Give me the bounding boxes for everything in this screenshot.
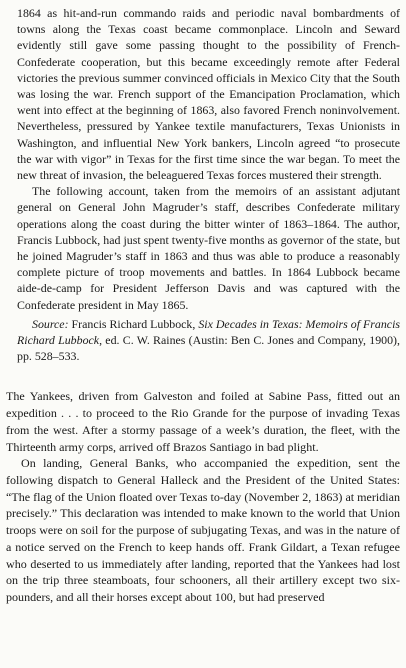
body-paragraph: The Yankees, driven from Galveston and foiled at Sabine Pass, fitted out an expedition . . . to proceed to the Rio Grande for the purpose of invading Texas from the west. After a stormy passage of a week’s duration, the fleet, with the Thirteenth army corps, arrived off Brazos Santiago in bad plight. (6, 389, 400, 454)
book-page (6, 0, 402, 668)
editorial-introduction (6, 5, 400, 364)
source-publication: , ed. C. W. Raines (Austin: Ben C. Jones and Company, 1900), pp. 528–533. (17, 333, 400, 364)
source-author: Francis Richard Lubbock, (68, 316, 199, 331)
source-citation (17, 316, 400, 365)
intro-paragraph: The following account, taken from the memoirs of an assistant adjutant general on General John Magruder’s staff, describes Confederate military operations along the coast during the bitter winter of 1863–1864. The author, Francis Lubbock, had just spent twenty-five months as governor of the state, but he joined Magruder’s staff in 1863 and thus was able to produce a reasonably complete picture of troop movements and battles. In 1864 Lubbock became aide-de-camp for President Jefferson Davis and was captured with the Confederate president in May 1865. (17, 184, 400, 312)
source-title: Six Decades in Texas: Memoirs of Francis Richard Lubbock (17, 316, 400, 348)
source-label: Source: (32, 316, 69, 331)
section-spacer (6, 364, 400, 388)
memoir-excerpt (6, 388, 400, 605)
body-paragraph: On landing, General Banks, who accompanied the expedition, sent the following dispatch to General Halleck and the President of the United States: “The flag of the Union floated over Texas to-day (November 2, 1863) at meridian precisely.” This declaration was intended to make known to the world that Union troops were on soil for the purpose of subjugating Texas, and was in the nature of a notice served on the French to keep hands off. Frank Gildart, a Texan refugee who deserted to us immediately after landing, reported that the Yankees had lost on the trip three steamboats, four schooners, all their artillery except two six-pounders, and all their horses except about 100, but had preserved (6, 456, 400, 604)
intro-paragraph: 1864 as hit-and-run commando raids and periodic naval bombardments of towns along the Texas coast became commonplace. Lincoln and Seward evidently still gave some passing thought to the possibility of French-Confederate cooperation, but this became exceedingly remote after Federal victories the previous summer convinced officials in Mexico City that the South was losing the war. French support of the Emancipation Proclamation, which went into effect at the beginning of 1863, also favored French noninvolvement. Nevertheless, pressured by Yankee textile manufacturers, Texas Unionists in Washington, and influential New York bankers, Lincoln agreed “to prosecute the war with vigor” in Texas for the first time since the war began. To meet the new threat of invasion, the beleaguered Texas forces mustered their strength. (17, 6, 400, 183)
